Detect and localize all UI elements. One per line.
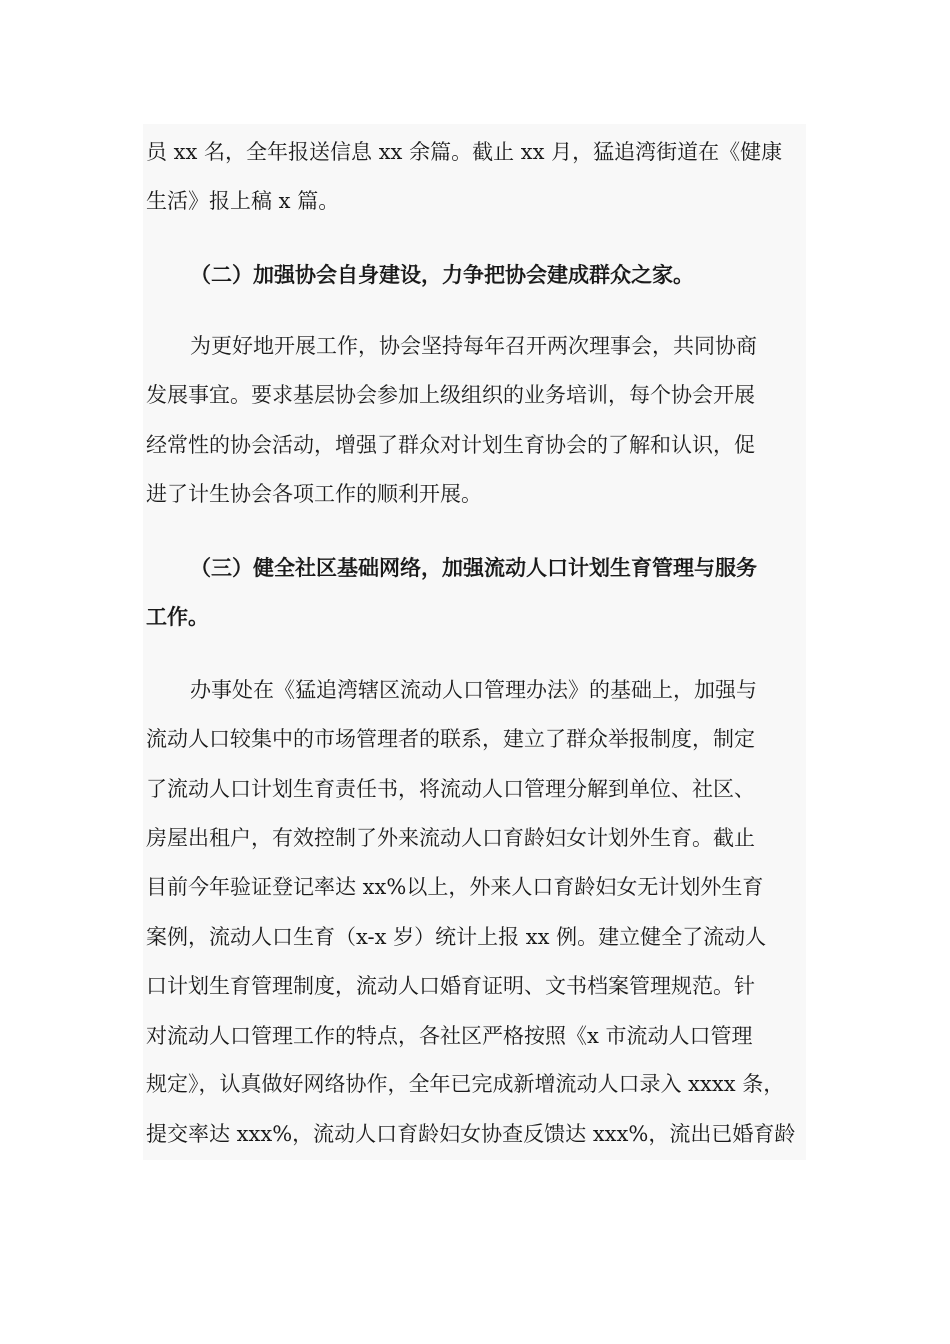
- body-text-line: 了流动人口计划生育责任书，将流动人口管理分解到单位、社区、: [146, 777, 755, 801]
- body-text-line: 生活》报上稿 x 篇。: [146, 189, 340, 213]
- body-text-line: 提交率达 xxx%，流动人口育龄妇女协查反馈达 xxx%，流出已婚育龄: [146, 1122, 796, 1146]
- body-text-line: 目前今年验证登记率达 xx%以上，外来人口育龄妇女无计划外生育: [146, 875, 764, 899]
- body-text-line: 规定》，认真做好网络协作，全年已完成新增流动人口录入 xxxx 条，: [146, 1069, 800, 1099]
- paragraph-first-line: 办事处在《猛追湾辖区流动人口管理办法》的基础上，加强与: [190, 678, 757, 702]
- body-text-line: 经常性的协会活动，增强了群众对计划生育协会的了解和认识，促: [146, 433, 755, 457]
- body-text-line: 房屋出租户，有效控制了外来流动人口育龄妇女计划外生育。截止: [146, 826, 755, 850]
- body-text-line: 员 xx 名，全年报送信息 xx 余篇。截止 xx 月，猛追湾街道在《健康: [146, 140, 783, 164]
- body-text-line: 对流动人口管理工作的特点，各社区严格按照《x 市流动人口管理: [146, 1024, 753, 1048]
- section-heading-continuation: 工作。: [146, 605, 209, 629]
- body-text-line: 案例，流动人口生育（x-x 岁）统计上报 xx 例。建立健全了流动人: [146, 925, 767, 949]
- section-heading: （二）加强协会自身建设，力争把协会建成群众之家。: [190, 263, 694, 287]
- body-text-line: 进了计生协会各项工作的顺利开展。: [146, 482, 482, 506]
- body-text-line: 口计划生育管理制度，流动人口婚育证明、文书档案管理规范。针: [146, 974, 755, 998]
- paragraph-first-line: 为更好地开展工作，协会坚持每年召开两次理事会，共同协商: [190, 334, 757, 358]
- body-text-line: 流动人口较集中的市场管理者的联系，建立了群众举报制度，制定: [146, 727, 755, 751]
- section-heading: （三）健全社区基础网络，加强流动人口计划生育管理与服务: [190, 556, 757, 580]
- body-text-line: 发展事宜。要求基层协会参加上级组织的业务培训，每个协会开展: [146, 383, 755, 407]
